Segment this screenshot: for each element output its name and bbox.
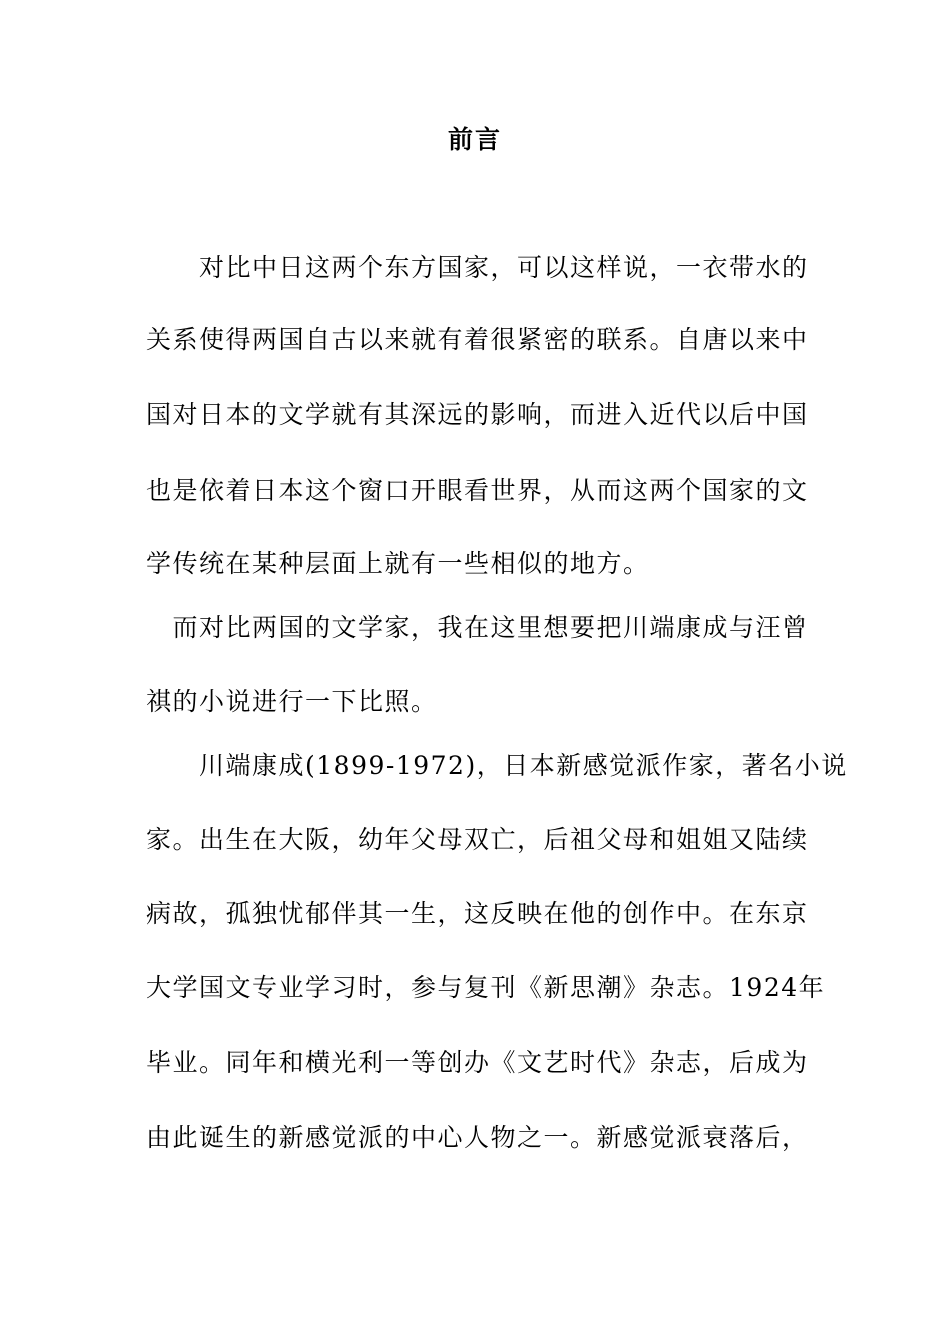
text-line: 学传统在某种层面上就有一些相似的地方。 <box>146 549 650 578</box>
text-line: 对比中日这两个东方国家，可以这样说，一衣带水的 <box>146 253 809 282</box>
text-line: 毕业。同年和横光利一等创办《文艺时代》杂志，后成为 <box>146 1048 809 1077</box>
text-line: 家。出生在大阪，幼年父母双亡，后祖父母和姐姐又陆续 <box>146 825 809 854</box>
page-title: 前言 <box>447 125 502 154</box>
text-line: 国对日本的文学就有其深远的影响，而进入近代以后中国 <box>146 400 809 429</box>
text-line: 病故，孤独忧郁伴其一生，这反映在他的创作中。在东京 <box>146 899 809 928</box>
text-line: 而对比两国的文学家，我在这里想要把川端康成与汪曾 <box>146 613 809 642</box>
text-line: 川端康成(1899-1972)，日本新感觉派作家，著名小说 <box>146 751 848 780</box>
text-line: 祺的小说进行一下比照。 <box>146 687 438 716</box>
text-line: 关系使得两国自古以来就有着很紧密的联系。自唐以来中 <box>146 325 809 354</box>
text-line: 由此诞生的新感觉派的中心人物之一。新感觉派衰落后， <box>146 1123 809 1152</box>
text-line: 也是依着日本这个窗口开眼看世界，从而这两个国家的文 <box>146 476 809 505</box>
text-line: 大学国文专业学习时，参与复刊《新思潮》杂志。1924年 <box>146 973 826 1002</box>
